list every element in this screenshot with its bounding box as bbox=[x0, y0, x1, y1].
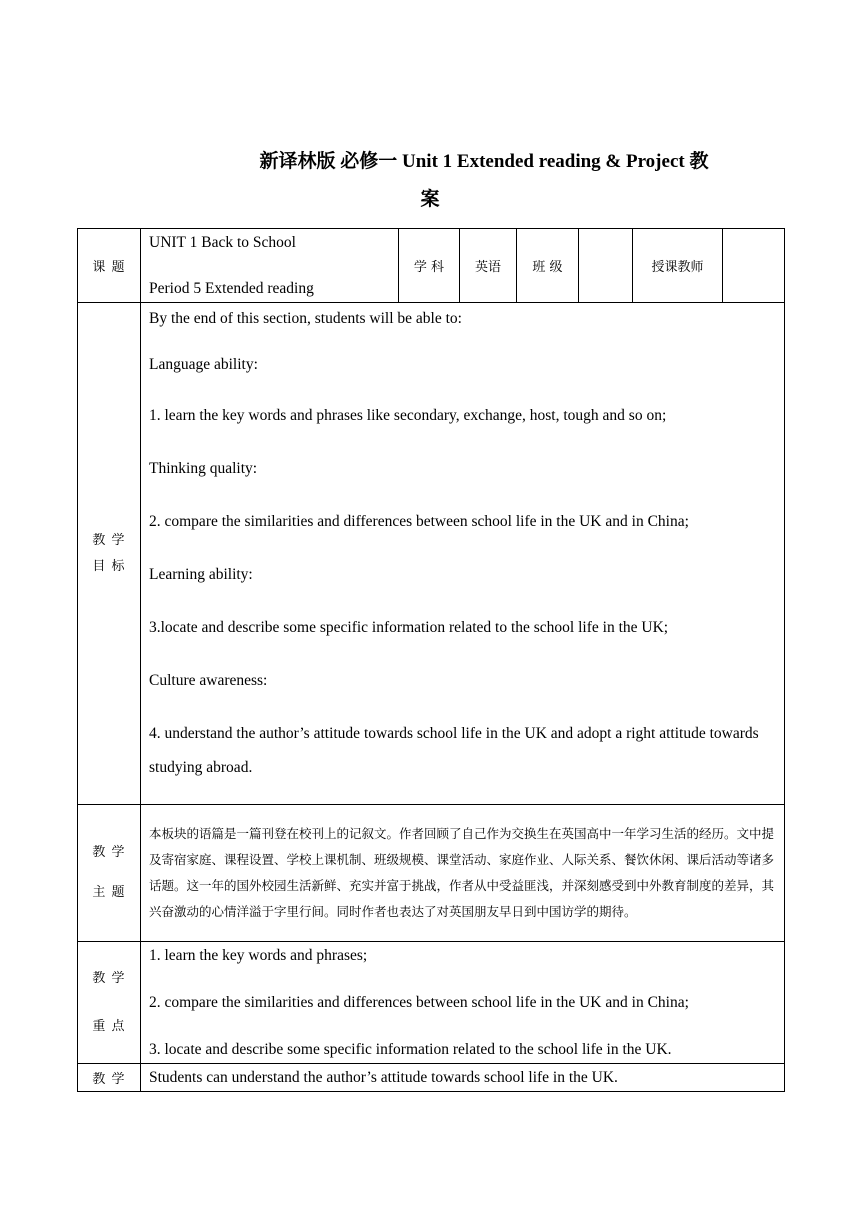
objective-item: Culture awareness: bbox=[149, 672, 268, 689]
difficulty-label: 教 学 bbox=[78, 1064, 141, 1092]
objective-item: Learning ability: bbox=[149, 566, 253, 583]
topic-label: 课 题 bbox=[78, 229, 141, 303]
objective-item: Language ability: bbox=[149, 356, 258, 373]
theme-label-line-1: 教 学 bbox=[92, 845, 126, 860]
objective-item: 4. understand the author’s attitude towards school life in the UK and adopt a right attitude towards studying abroad. bbox=[149, 725, 759, 776]
key-points-label bbox=[78, 942, 141, 1064]
key-point-item: 2. compare the similarities and differences between school life in the UK and in China; bbox=[149, 994, 689, 1011]
theme-label-line-2: 主 题 bbox=[92, 885, 126, 900]
subject-label: 学 科 bbox=[399, 229, 460, 303]
topic-line-2: Period 5 Extended reading bbox=[149, 280, 314, 297]
key-point-item: 1. learn the key words and phrases; bbox=[149, 947, 368, 964]
difficulty-text: Students can understand the author’s attitude towards school life in the UK. bbox=[141, 1064, 785, 1092]
document-title-line-1: 新译林版 必修一 Unit 1 Extended reading & Project 教 bbox=[259, 151, 709, 172]
objective-item: 3.locate and describe some specific information related to the school life in the UK; bbox=[149, 619, 669, 636]
objective-item: 1. learn the key words and phrases like secondary, exchange, host, tough and so on; bbox=[149, 407, 667, 424]
objective-item: 2. compare the similarities and differences between school life in the UK and in China; bbox=[149, 513, 689, 530]
teacher-value bbox=[723, 229, 785, 303]
objective-item: Thinking quality: bbox=[149, 460, 258, 477]
objectives-label bbox=[78, 303, 141, 805]
objectives-cell bbox=[141, 303, 785, 805]
theme-text: 本板块的语篇是一篇刊登在校刊上的记叙文。作者回顾了自己作为交换生在英国高中一年学习生活的经历。文中提及寄宿家庭、课程设置、学校上课机制、班级规模、课堂活动、家庭作业、人际关系、餐饮休闲、课后活动等诸多话题。这一年的国外校园生活新鲜、充实并富于挑战，作者从中受益匪浅，并深刻感受到中外教育制度的差异，其兴奋激动的心情洋溢于字里行间。同时作者也表达了对英国朋友早日到中国访学的期待。 bbox=[141, 805, 785, 942]
header-row bbox=[78, 229, 785, 303]
key-points-label-line-2: 重 点 bbox=[92, 1018, 126, 1034]
subject-value: 英语 bbox=[460, 229, 517, 303]
document-title-line-2: 案 bbox=[420, 189, 440, 210]
topic-line-1: UNIT 1 Back to School bbox=[149, 234, 296, 251]
objectives-row bbox=[78, 303, 785, 805]
theme-row bbox=[78, 805, 785, 942]
difficulty-row bbox=[78, 1064, 785, 1092]
key-points-row bbox=[78, 942, 785, 1064]
class-label: 班 级 bbox=[517, 229, 579, 303]
key-point-item: 3. locate and describe some specific information related to the school life in the UK. bbox=[149, 1041, 672, 1058]
objectives-label-line-2: 目 标 bbox=[92, 558, 126, 574]
objectives-intro: By the end of this section, students will be able to: bbox=[149, 310, 462, 327]
teacher-label: 授课教师 bbox=[633, 229, 723, 303]
objectives-label-line-1: 教 学 bbox=[92, 532, 126, 548]
topic-cell bbox=[141, 229, 399, 303]
theme-label bbox=[78, 805, 141, 942]
key-points-cell bbox=[141, 942, 785, 1064]
key-points-label-line-1: 教 学 bbox=[92, 970, 126, 986]
lesson-plan-table bbox=[77, 228, 785, 1092]
class-value bbox=[579, 229, 633, 303]
